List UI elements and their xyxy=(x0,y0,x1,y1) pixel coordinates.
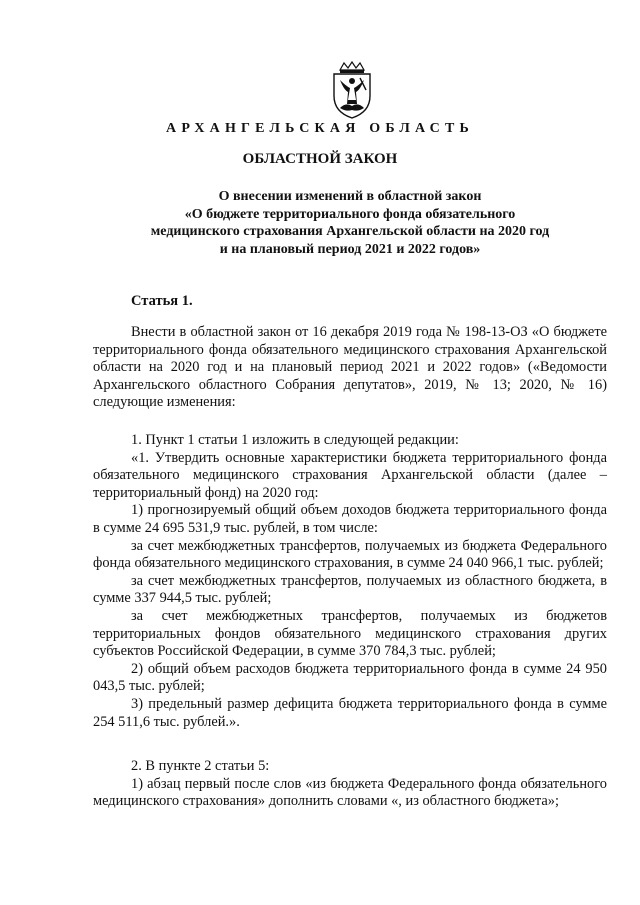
law-title-line: и на плановый период 2021 и 2022 годов» xyxy=(219,241,481,257)
item-1-sub-1-b: за счет межбюджетных трансфертов, получаемых из областного бюджета, в сумме 337 944,5 тыс. рублей; xyxy=(93,572,607,607)
item-1-lead: 1. Пункт 1 статьи 1 изложить в следующей редакции: xyxy=(131,432,459,448)
amendment-item-2 xyxy=(93,758,607,811)
article-intro-block xyxy=(93,324,607,412)
item-1-sub-1-c: за счет межбюджетных трансфертов, получаемых из бюджетов территориальных фондов обязательного медицинского страхования других субъектов Российской Федерации, в сумме 370 784,3 тыс. рублей; xyxy=(93,607,607,660)
article-intro-paragraph: Внести в областной закон от 16 декабря 2019 года № 198-13-ОЗ «О бюджете территориального фонда обязательного медицинского страхования Архангельской области на 2020 год и на плановый период 2021 и 2022 годов» («Ведомости Архангельского областного Собрания депутатов», 2019, № 13; 2020, № 16) следующие изменения: xyxy=(93,324,607,411)
coat-of-arms-icon xyxy=(326,60,378,120)
item-1-sub-1-a: за счет межбюджетных трансфертов, получаемых из бюджета Федерального фонда обязательного медицинского страхования, в сумме 24 040 966,1 тыс. рублей; xyxy=(93,537,607,572)
item-2-sub-1: 1) абзац первый после слов «из бюджета Федерального фонда обязательного медицинского страхования» дополнить словами «, из областного бюджета»; xyxy=(93,775,607,810)
item-1-sub-3: 3) предельный размер дефицита бюджета территориального фонда в сумме 254 511,6 тыс. рублей.». xyxy=(93,695,607,730)
item-1-sub-1: 1) прогнозируемый общий объем доходов бюджета территориального фонда в сумме 24 695 531,9 тыс. рублей, в том числе: xyxy=(93,502,607,536)
law-title xyxy=(130,188,570,258)
item-1-quote-intro: «1. Утвердить основные характеристики бюджета территориального фонда обязательного медицинского страхования Архангельской области (далее – территориальный фонд) на 2020 год: xyxy=(93,449,607,501)
region-name: АРХАНГЕЛЬСКАЯ ОБЛАСТЬ xyxy=(166,121,474,136)
law-title-line: О внесении изменений в областной закон xyxy=(218,189,482,204)
item-1-sub-2: 2) общий объем расходов бюджета территориального фонда в сумме 24 950 043,5 тыс. рублей; xyxy=(93,660,607,695)
law-type-heading: ОБЛАСТНОЙ ЗАКОН xyxy=(242,151,398,167)
item-2-lead: 2. В пункте 2 статьи 5: xyxy=(131,758,270,774)
law-title-line: «О бюджете территориального фонда обязательного xyxy=(184,206,516,222)
law-title-line: медицинского страхования Архангельской области на 2020 год xyxy=(150,224,550,239)
article-heading: Статья 1. xyxy=(131,293,193,309)
amendment-item-1 xyxy=(93,432,607,731)
coat-of-arms-emblem xyxy=(326,60,378,120)
